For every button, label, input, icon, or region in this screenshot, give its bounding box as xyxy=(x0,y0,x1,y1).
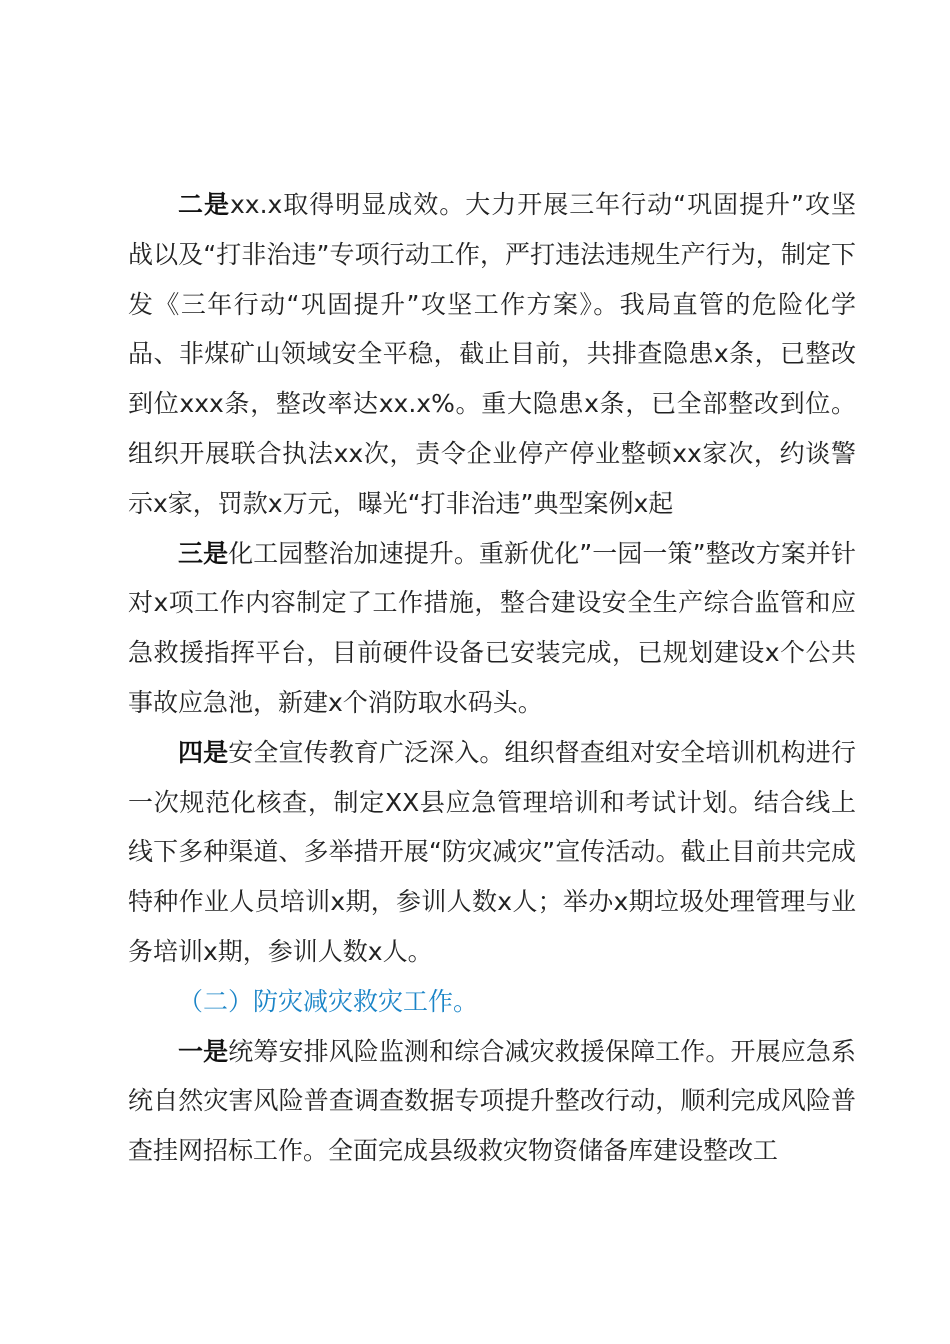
paragraph-lead: 一是 xyxy=(178,1036,229,1066)
paragraph-text: 化工园整治加速提升。重新优化”一园一策”整改方案并针对x项工作内容制定了工作措施，整合建设安全生产综合监管和应急救援指挥平台，目前硬件设备已安装完成，已规划建设x个公共事故应急池，新建x个消防取水码头。 xyxy=(128,538,856,717)
paragraph-two xyxy=(128,180,856,529)
paragraph-lead: 四是 xyxy=(178,737,229,767)
paragraph-text: 统筹安排风险监测和综合减灾救援保障工作。开展应急系统自然灾害风险普查调查数据专项提升整改行动，顺利完成风险普查挂网招标工作。全面完成县级救灾物资储备库建设整改工 xyxy=(128,1036,856,1166)
section-heading: （二）防灾减灾救灾工作。 xyxy=(178,986,479,1016)
paragraph-text: 安全宣传教育广泛深入。组织督查组对安全培训机构进行一次规范化核查，制定XX县应急管理培训和考试计划。结合线上线下多种渠道、多举措开展“防灾减灾”宣传活动。截止目前共完成特种作业人员培训x期，参训人数x人；举办x期垃圾处理管理与业务培训x期，参训人数x人。 xyxy=(128,737,856,966)
paragraph-text: xx.x取得明显成效。大力开展三年行动“巩固提升”攻坚战以及“打非治违”专项行动工作，严打违法违规生产行为，制定下发《三年行动“巩固提升”攻坚工作方案》。我局直管的危险化学品、非煤矿山领域安全平稳，截止目前，共排查隐患x条，已整改到位xxx条，整改率达xx.x%。重大隐患x条，已全部整改到位。组织开展联合执法xx次，责令企业停产停业整顿xx家次，约谈警示x家，罚款x万元，曝光“打非治违”典型案例x起 xyxy=(128,190,856,518)
document-page xyxy=(128,180,856,1176)
paragraph-lead: 二是 xyxy=(178,190,230,219)
paragraph-four xyxy=(128,728,856,977)
paragraph-lead: 三是 xyxy=(178,538,229,568)
paragraph-one xyxy=(128,1027,856,1176)
paragraph-three xyxy=(128,529,856,728)
